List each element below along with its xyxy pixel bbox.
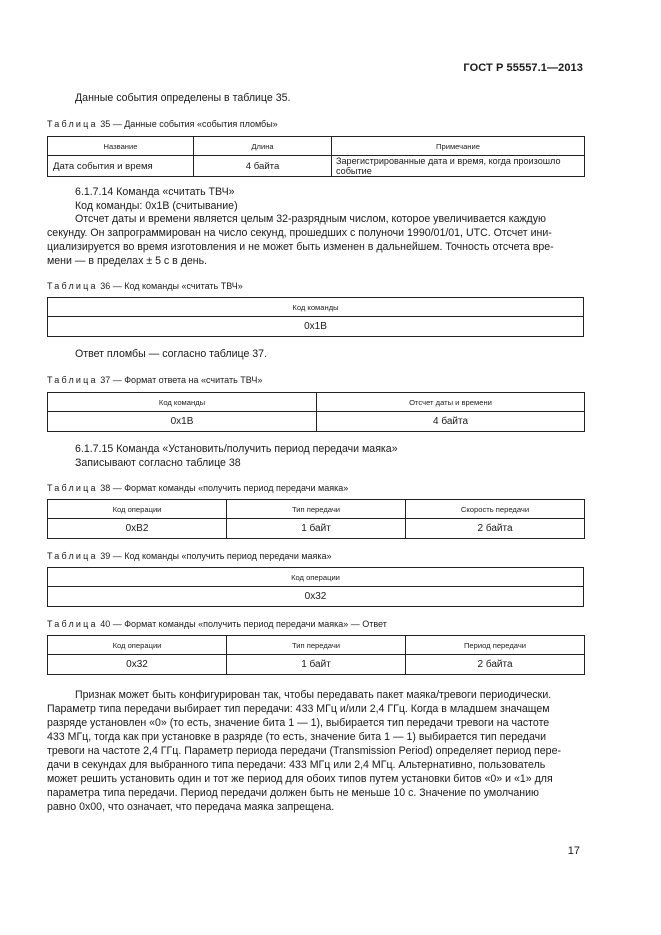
table-header-cell: Код команды	[48, 393, 317, 412]
answer-table-37: Ответ пломбы — согласно таблице 37.	[75, 348, 268, 360]
table-header-cell: Скорость передачи	[406, 500, 585, 519]
intro-table-35: Данные события определены в таблице 35.	[75, 92, 291, 104]
final-paragraph-line-3: разряде установлен «0» (то есть, значение бита 1 — 1), выбирается тип передачи тревоги на частоте	[47, 717, 550, 729]
final-paragraph-line-5: тревоги на частоте 2,4 ГГц. Параметр периода передачи (Transmission Period) определяет период пере-	[47, 745, 561, 757]
section-6-1-7-14-code: Код команды: 0x1B (считывание)	[75, 200, 238, 212]
table-cell: 0x32	[48, 587, 584, 607]
table-35	[47, 136, 585, 177]
table-cell: 1 байт	[227, 655, 406, 675]
table-header-row	[48, 568, 584, 587]
final-paragraph-line-4: 433 МГц, тогда как при установке в разряде (то есть, значение бита 1 — 1) выбирается тип передачи	[47, 731, 547, 743]
table-header-cell: Код операции	[48, 636, 227, 655]
section-6-1-7-14-line-2: секунду. Он запрограммирован на число секунд, прошедших с полуночи 1990/01/01, UTC. Отсчет ини-	[47, 227, 552, 239]
table-38	[47, 499, 585, 539]
table-cell: 1 байт	[227, 519, 406, 539]
final-paragraph-line-9: равно 0x00, что означает, что передача маяка запрещена.	[47, 801, 335, 813]
final-paragraph-line-2: Параметр типа передачи выбирает тип передачи: 433 МГц и/или 2,4 ГГц. Когда в младшем значащем	[47, 703, 550, 715]
table-37	[47, 392, 585, 432]
final-paragraph-line-1: Признак может быть конфигурирован так, чтобы передавать пакет маяка/тревоги периодически.	[75, 689, 552, 701]
table-39-caption: Таблица 39 — Код команды «получить период передачи маяка»	[47, 551, 332, 561]
section-6-1-7-14-line-1: Отсчет даты и времени является целым 32-разрядным числом, которое увеличивается каждую	[75, 213, 546, 225]
table-cell: 4 байта	[317, 412, 585, 432]
table-header-cell: Код операции	[48, 568, 584, 587]
table-36-caption: Таблица 36 — Код команды «считать ТВЧ»	[47, 281, 243, 291]
document-header: ГОСТ Р 55557.1—2013	[463, 62, 583, 74]
table-header-row	[48, 636, 585, 655]
table-cell: Зарегистрированные дата и время, когда произошло событие	[332, 156, 585, 177]
table-header-cell: Тип передачи	[227, 636, 406, 655]
table-header-cell: Код операции	[48, 500, 227, 519]
table-row	[48, 587, 584, 607]
table-40	[47, 635, 585, 675]
table-header-cell: Отсчет даты и времени	[317, 393, 585, 412]
table-39	[47, 567, 584, 607]
table-header-row	[48, 393, 585, 412]
table-header-cell: Тип передачи	[227, 500, 406, 519]
table-row	[48, 156, 585, 177]
final-paragraph-line-8: параметра типа передачи. Период передачи должен быть не меньше 10 с. Значение по умолчанию	[47, 787, 539, 799]
table-row	[48, 412, 585, 432]
table-cell: 0x1B	[48, 412, 317, 432]
section-6-1-7-14-line-3: циализируется во время изготовления и не может быть изменен в дальнейшем. Точность отсчета вре-	[47, 241, 554, 253]
final-paragraph-line-6: дачи в секундах для выбранного типа передачи: 433 МГц или 2,4 МГц. Альтернативно, пользователь	[47, 759, 546, 771]
section-6-1-7-14-title: 6.1.7.14 Команда «считать ТВЧ»	[75, 186, 235, 198]
final-paragraph-line-7: может решить установить один и тот же период для обоих типов путем установки битов «0» и «1» для	[47, 773, 553, 785]
table-header-row	[48, 500, 585, 519]
section-6-1-7-14-line-4: мени — в пределах ± 5 с в день.	[47, 255, 208, 267]
table-35-caption: Таблица 35 — Данные события «события пломбы»	[47, 119, 278, 129]
table-38-caption: Таблица 38 — Формат команды «получить период передачи маяка»	[47, 483, 349, 493]
table-cell: 0xB2	[48, 519, 227, 539]
section-6-1-7-15-text: Записывают согласно таблице 38	[75, 457, 241, 469]
table-cell: 0x32	[48, 655, 227, 675]
table-header-cell: Примечание	[332, 137, 585, 156]
table-cell: 4 байта	[194, 156, 332, 177]
table-cell: Дата события и время	[48, 156, 194, 177]
table-40-caption: Таблица 40 — Формат команды «получить период передачи маяка» — Ответ	[47, 619, 387, 629]
table-cell: 0x1B	[48, 317, 584, 337]
table-header-row	[48, 137, 585, 156]
table-37-caption: Таблица 37 — Формат ответа на «считать ТВЧ»	[47, 375, 263, 385]
table-header-cell: Период передачи	[406, 636, 585, 655]
table-cell: 2 байта	[406, 655, 585, 675]
table-cell: 2 байта	[406, 519, 585, 539]
section-6-1-7-15-title: 6.1.7.15 Команда «Установить/получить период передачи маяка»	[75, 443, 398, 455]
table-36	[47, 297, 584, 337]
table-header-cell: Код команды	[48, 298, 584, 317]
table-header-row	[48, 298, 584, 317]
page-number: 17	[567, 845, 580, 857]
table-row	[48, 317, 584, 337]
table-row	[48, 655, 585, 675]
table-row	[48, 519, 585, 539]
table-header-cell: Название	[48, 137, 194, 156]
table-header-cell: Длина	[194, 137, 332, 156]
